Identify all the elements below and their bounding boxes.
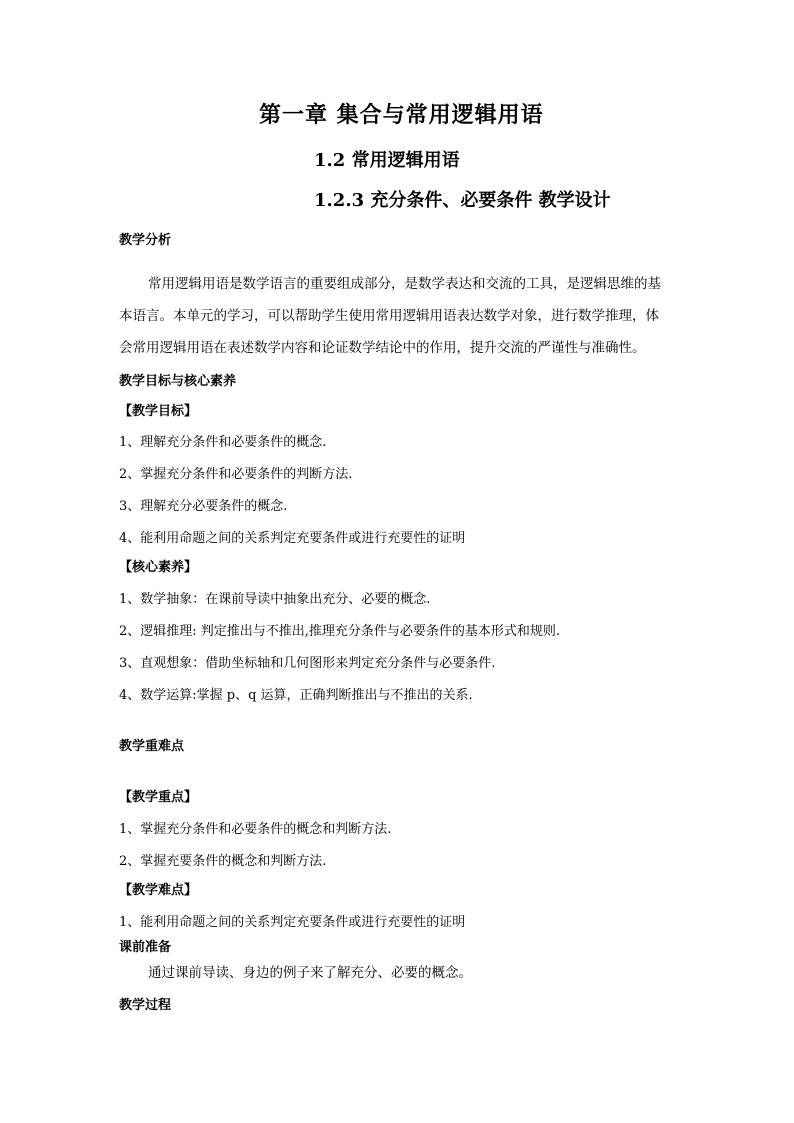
chapter-title: 第一章 集合与常用逻辑用语: [259, 102, 544, 128]
literacy-item: 4、数学运算:掌握 p、q 运算，正确判断推出与不推出的关系.: [119, 688, 473, 703]
analysis-line-3: 会常用逻辑用语在表述数学内容和论证数学结论中的作用，提升交流的严谨性与准确性。: [119, 340, 646, 356]
key-label: 【教学重点】: [119, 790, 198, 805]
key-item: 1、掌握充分条件和必要条件的概念和判断方法.: [119, 822, 392, 837]
literacy-label: 【核心素养】: [119, 560, 198, 575]
literacy-item: 3、直观想象：借助坐标轴和几何图形来判定充分条件与必要条件.: [119, 656, 496, 671]
goal-item: 4、能利用命题之间的关系判定充要条件或进行充要性的证明: [119, 531, 466, 546]
section-title: 1.2 常用逻辑用语: [314, 150, 460, 171]
keypoints-heading: 教学重难点: [119, 739, 185, 754]
literacy-item: 1、数学抽象：在课前导读中抽象出充分、必要的概念.: [119, 592, 431, 607]
goals-label: 【教学目标】: [119, 404, 198, 419]
process-heading: 教学过程: [119, 998, 172, 1013]
analysis-line-1: 常用逻辑用语是数学语言的重要组成部分，是数学表达和交流的工具，是逻辑思维的基: [148, 276, 661, 292]
goal-item: 3、理解充分必要条件的概念.: [119, 499, 288, 514]
objectives-heading: 教学目标与核心素养: [119, 374, 237, 389]
literacy-item: 2、逻辑推理: 判定推出与不推出,推理充分条件与必要条件的基本形式和规则.: [119, 624, 561, 639]
goal-item: 2、掌握充分条件和必要条件的判断方法.: [119, 467, 353, 482]
preparation-heading: 课前准备: [119, 940, 172, 955]
analysis-line-2: 本语言。本单元的学习，可以帮助学生使用常用逻辑用语表达数学对象，进行数学推理，体: [119, 308, 659, 324]
key-item: 2、掌握充要条件的概念和判断方法.: [119, 854, 327, 869]
preparation-text: 通过课前导读、身边的例子来了解充分、必要的概念。: [148, 965, 472, 981]
difficult-item: 1、能利用命题之间的关系判定充要条件或进行充要性的证明: [119, 915, 466, 930]
analysis-heading: 教学分析: [119, 233, 172, 248]
goal-item: 1、理解充分条件和必要条件的概念.: [119, 435, 327, 450]
difficult-label: 【教学难点】: [119, 883, 198, 898]
subsection-title: 1.2.3 充分条件、必要条件 教学设计: [314, 190, 611, 211]
